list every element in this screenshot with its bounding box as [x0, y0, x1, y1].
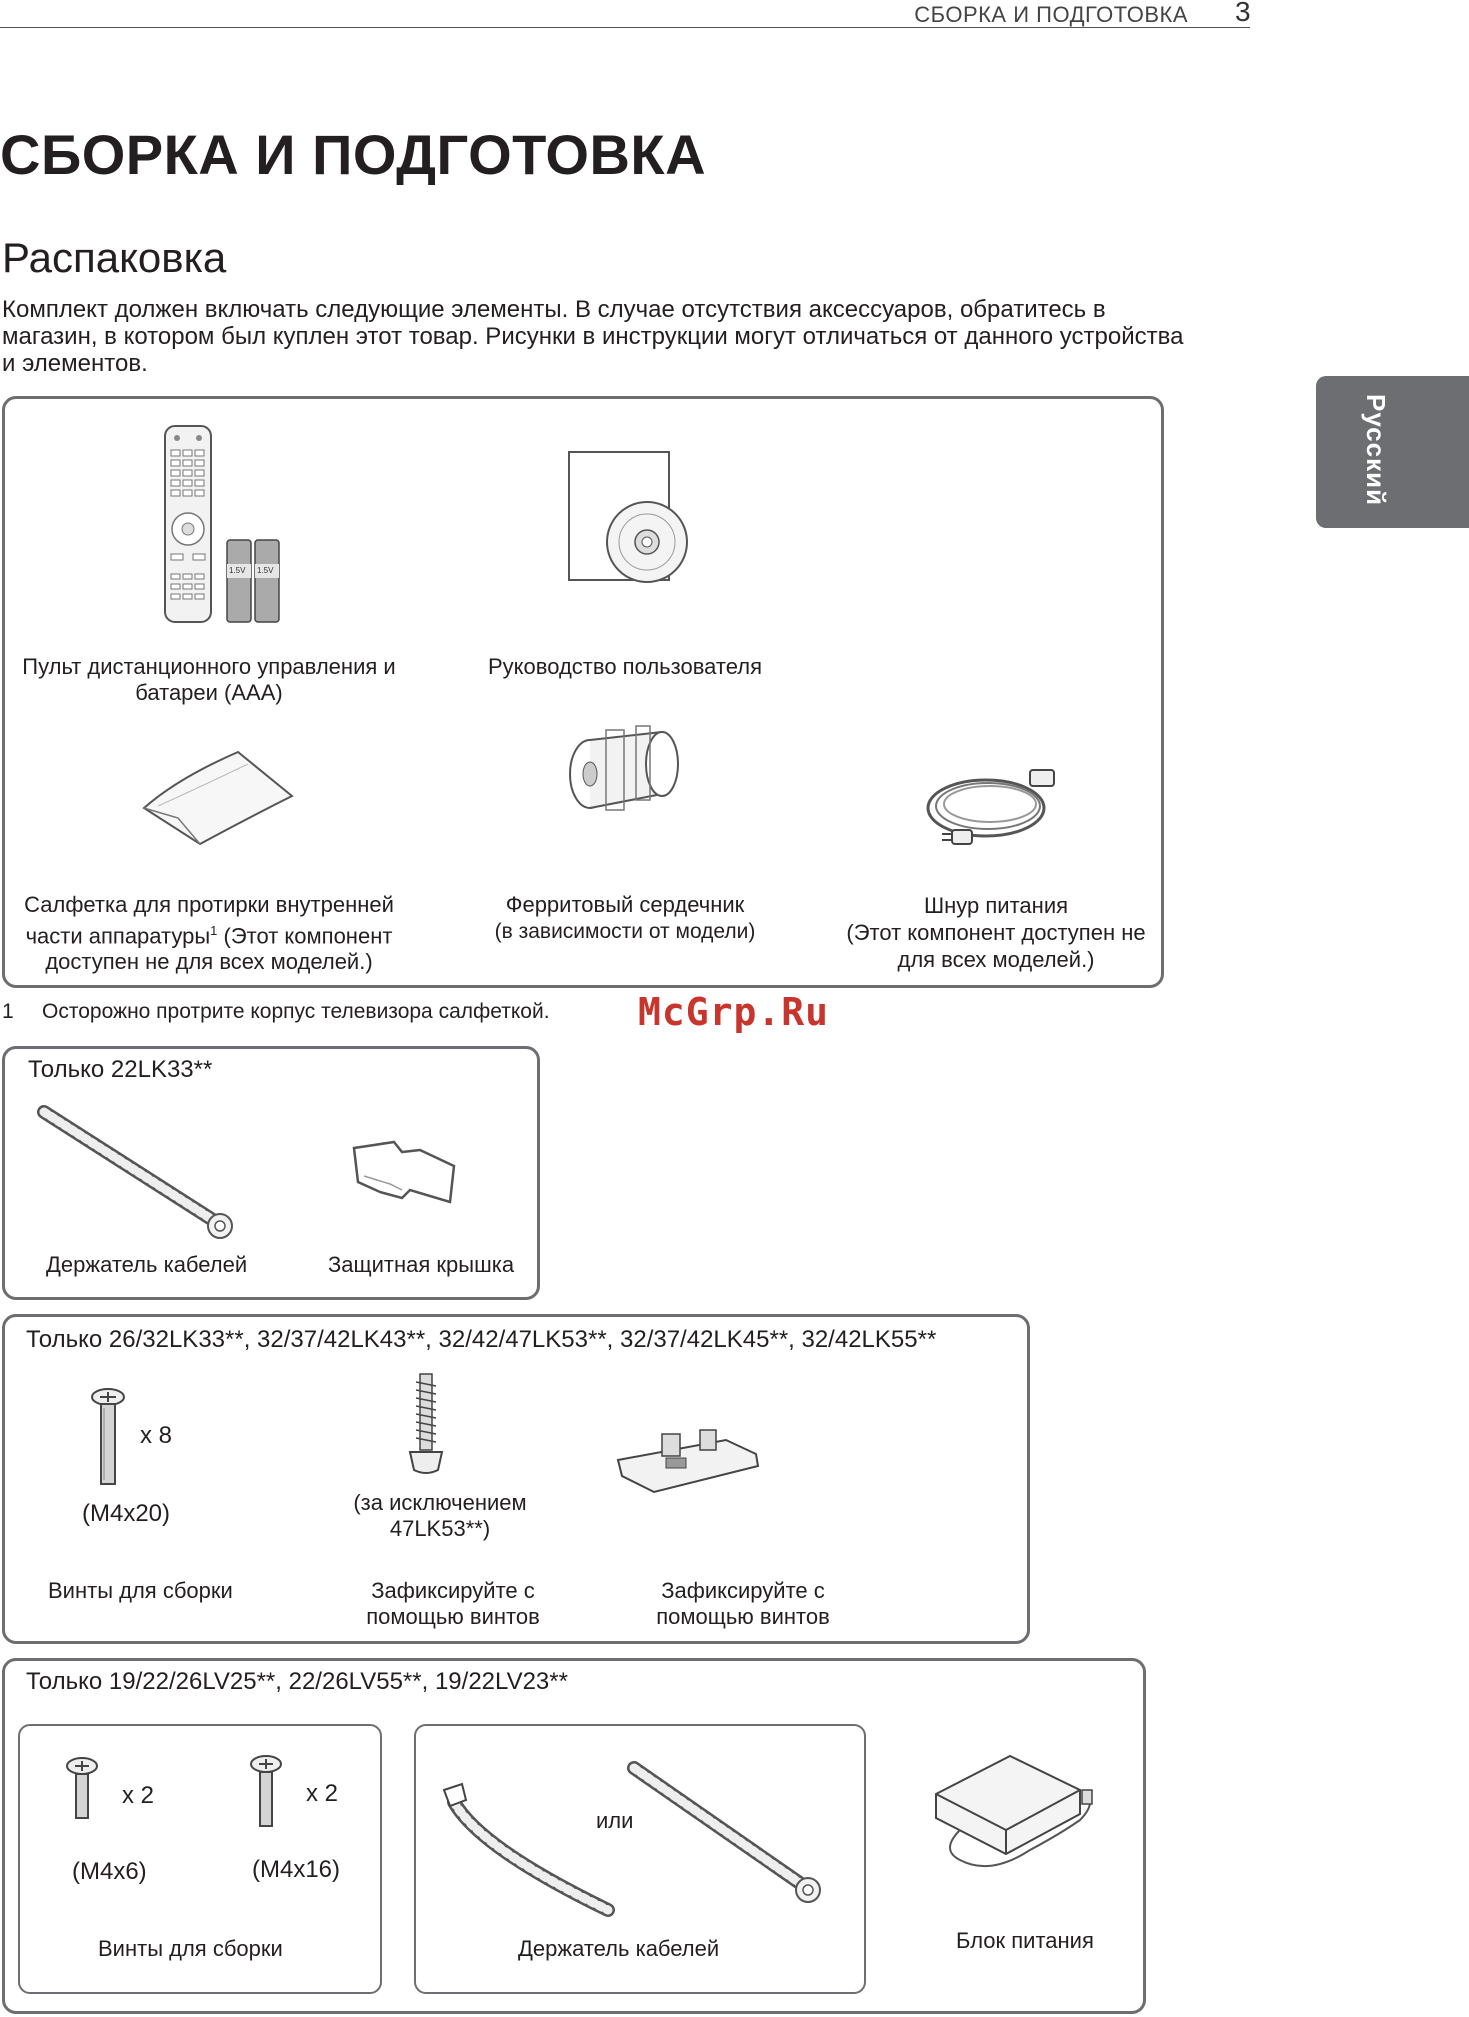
language-tab	[1316, 376, 1469, 528]
battery-label-left: 1.5V	[229, 566, 246, 575]
manual-caption: Руководство пользователя	[488, 654, 762, 679]
cloth-caption-line2	[6, 918, 412, 949]
section-subtitle: Распаковка	[2, 234, 227, 281]
screw-m4x6-qty: x 2	[122, 1782, 155, 1809]
box-26-32lk33-heading: Только 26/32LK33**, 32/37/42LK43**, 32/42/47LK53**, 32/37/42LK45**, 32/42LK55**	[26, 1326, 937, 1353]
power-cord-caption-line3: для всех моделей.)	[897, 947, 1095, 972]
fix-screws-caption-1	[330, 1578, 576, 1630]
bracket-image	[614, 1430, 760, 1500]
fix-screws-caption-2-line2: помощью винтов	[656, 1604, 830, 1629]
screw-m4x16-size: (M4x16)	[252, 1856, 341, 1883]
power-cord-image	[922, 762, 1064, 848]
cable-holder-straight-image	[626, 1758, 826, 1908]
ferrite-core-image	[566, 724, 686, 816]
ferrite-caption	[440, 892, 810, 945]
power-cord-caption	[826, 892, 1166, 973]
footnote-number: 1	[2, 1000, 14, 1023]
cleaning-cloth-image	[138, 748, 298, 848]
screw-m4x16-image	[248, 1754, 284, 1830]
screw-m4x6-image	[64, 1756, 100, 1822]
exception-note-line1: (за исключением	[353, 1490, 527, 1515]
footnote	[2, 1000, 550, 1024]
running-header	[0, 0, 1250, 28]
tapping-screw-image	[408, 1370, 444, 1476]
power-supply-caption: Блок питания	[956, 1928, 1094, 1953]
screw-m4x20-qty: x 8	[140, 1422, 173, 1449]
watermark: McGrp.Ru	[638, 990, 830, 1034]
remote-caption-line1: Пульт дистанционного управления и	[22, 654, 396, 679]
screw-m4x20-size: (M4x20)	[82, 1500, 171, 1527]
assembly-screws-caption: Винты для сборки	[48, 1578, 233, 1603]
running-header-title: СБОРКА И ПОДГОТОВКА	[914, 2, 1188, 27]
exception-note	[330, 1490, 550, 1542]
screw-m4x6-size: (M4x6)	[72, 1858, 147, 1885]
assembly-screws-caption-2: Винты для сборки	[98, 1936, 283, 1961]
ferrite-caption-line1: Ферритовый сердечник	[505, 892, 745, 917]
cloth-caption-line2b: (Этот компонент	[217, 923, 393, 949]
box-19-22-26lv25-heading: Только 19/22/26LV25**, 22/26LV55**, 19/22LV23**	[26, 1668, 568, 1695]
page-title: СБОРКА И ПОДГОТОВКА	[0, 123, 707, 186]
fix-screws-caption-1-line1: Зафиксируйте с	[371, 1578, 535, 1603]
power-cord-caption-line2: (Этот компонент доступен не	[846, 920, 1146, 945]
cable-holder-image	[36, 1100, 236, 1240]
cloth-caption	[6, 892, 412, 975]
manual-cd-image	[567, 450, 691, 585]
cloth-caption-line2a: части аппаратуры	[25, 923, 211, 949]
cloth-caption-line3: доступен не для всех моделей.)	[45, 949, 373, 975]
fix-screws-caption-2	[620, 1578, 866, 1630]
intro-paragraph: Комплект должен включать следующие элементы. В случае отсутствия аксессуаров, обратитесь в магазин, в котором был куплен этот товар. Рисунки в инструкции могут отличаться от данного устройства и элементов.	[2, 296, 1184, 377]
page-number: 3	[1235, 0, 1251, 27]
fix-screws-caption-1-line2: помощью винтов	[366, 1604, 540, 1629]
cable-holder-caption: Держатель кабелей	[46, 1252, 248, 1277]
fix-screws-caption-2-line1: Зафиксируйте с	[661, 1578, 825, 1603]
screw-m4x20-image	[88, 1388, 128, 1488]
power-cord-caption-line1: Шнур питания	[923, 893, 1069, 918]
screw-m4x16-qty: x 2	[306, 1780, 339, 1807]
protective-cover-caption: Защитная крышка	[328, 1252, 515, 1277]
cable-holder-caption-2: Держатель кабелей	[518, 1936, 720, 1961]
cloth-caption-line1: Салфетка для протирки внутренней	[24, 892, 394, 917]
box-22lk33-heading: Только 22LK33**	[28, 1056, 213, 1083]
remote-control-image	[163, 424, 288, 624]
battery-label-right: 1.5V	[257, 566, 274, 575]
or-label: или	[596, 1808, 634, 1833]
remote-caption	[6, 654, 412, 706]
exception-note-line2: 47LK53**)	[389, 1516, 491, 1541]
footnote-text: Осторожно протрите корпус телевизора салфеткой.	[42, 1000, 550, 1023]
power-supply-image	[930, 1750, 1100, 1880]
language-tab-label: Русский	[1361, 394, 1391, 507]
protective-cover-image	[350, 1140, 460, 1206]
remote-caption-line2: батареи (AAA)	[135, 680, 283, 705]
ferrite-caption-line2: (в зависимости от модели)	[494, 920, 756, 943]
cable-holder-curved-image	[440, 1778, 620, 1918]
footnote-ref: 1	[210, 923, 218, 938]
